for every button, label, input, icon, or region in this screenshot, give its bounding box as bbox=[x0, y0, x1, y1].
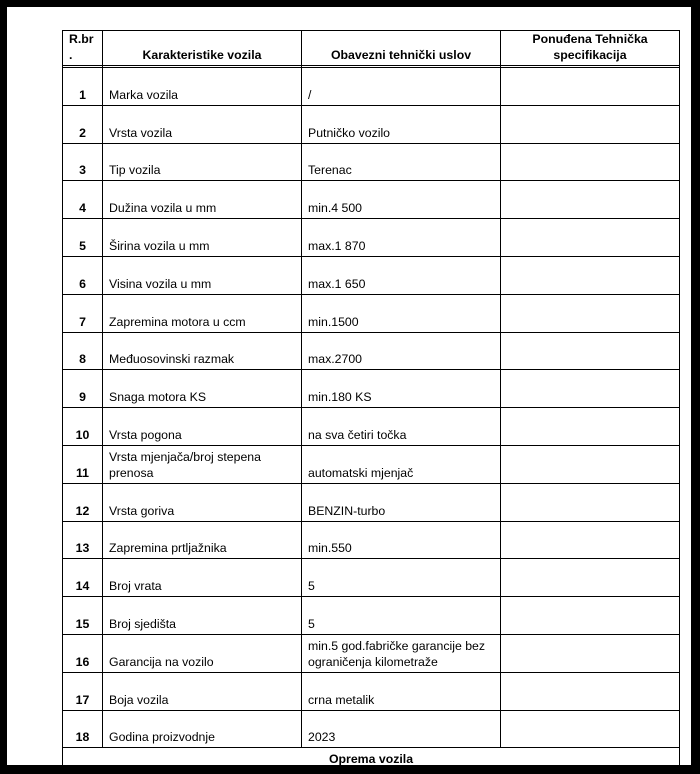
table-row bbox=[63, 672, 680, 710]
row-required-condition: min.180 KS bbox=[302, 370, 501, 408]
row-required-condition: max.1 870 bbox=[302, 219, 501, 257]
table-row bbox=[63, 370, 680, 408]
row-number: 7 bbox=[63, 294, 103, 332]
row-feature: Godina proizvodnje bbox=[103, 710, 302, 748]
row-number: 6 bbox=[63, 256, 103, 294]
row-number: 9 bbox=[63, 370, 103, 408]
row-number: 18 bbox=[63, 710, 103, 748]
row-required-condition: / bbox=[302, 68, 501, 106]
row-required-condition: na sva četiri točka bbox=[302, 408, 501, 446]
row-offered-spec[interactable] bbox=[501, 483, 680, 521]
row-number: 4 bbox=[63, 181, 103, 219]
row-offered-spec[interactable] bbox=[501, 445, 680, 483]
header-characteristics: Karakteristike vozila bbox=[103, 31, 302, 66]
row-number: 15 bbox=[63, 597, 103, 635]
table-row bbox=[63, 143, 680, 181]
row-required-condition: Putničko vozilo bbox=[302, 105, 501, 143]
row-offered-spec[interactable] bbox=[501, 408, 680, 446]
table-row bbox=[63, 521, 680, 559]
row-number: 13 bbox=[63, 521, 103, 559]
table-row bbox=[63, 597, 680, 635]
row-offered-spec[interactable] bbox=[501, 143, 680, 181]
row-number: 2 bbox=[63, 105, 103, 143]
row-number: 3 bbox=[63, 143, 103, 181]
row-feature: Tip vozila bbox=[103, 143, 302, 181]
row-required-condition: max.1 650 bbox=[302, 256, 501, 294]
row-required-condition: 5 bbox=[302, 597, 501, 635]
row-required-condition: automatski mjenjač bbox=[302, 445, 501, 483]
row-required-condition: BENZIN-turbo bbox=[302, 483, 501, 521]
row-feature: Marka vozila bbox=[103, 68, 302, 106]
row-offered-spec[interactable] bbox=[501, 256, 680, 294]
row-required-condition: min.4 500 bbox=[302, 181, 501, 219]
footer-equipment-label: Oprema vozila bbox=[63, 748, 680, 770]
table-header-row bbox=[63, 31, 680, 66]
vehicle-spec-table bbox=[62, 30, 680, 770]
table-row bbox=[63, 105, 680, 143]
row-offered-spec[interactable] bbox=[501, 710, 680, 748]
row-offered-spec[interactable] bbox=[501, 559, 680, 597]
row-feature: Garancija na vozilo bbox=[103, 634, 302, 672]
row-required-condition: max.2700 bbox=[302, 332, 501, 370]
row-required-condition: min.1500 bbox=[302, 294, 501, 332]
row-feature: Broj vrata bbox=[103, 559, 302, 597]
row-number: 17 bbox=[63, 672, 103, 710]
row-feature: Vrsta goriva bbox=[103, 483, 302, 521]
table-row bbox=[63, 256, 680, 294]
table-row bbox=[63, 483, 680, 521]
row-feature: Vrsta pogona bbox=[103, 408, 302, 446]
row-offered-spec[interactable] bbox=[501, 634, 680, 672]
table-body bbox=[63, 66, 680, 748]
row-required-condition: 5 bbox=[302, 559, 501, 597]
header-required-condition: Obavezni tehnički uslov bbox=[302, 31, 501, 66]
row-feature: Širina vozila u mm bbox=[103, 219, 302, 257]
row-offered-spec[interactable] bbox=[501, 294, 680, 332]
row-number: 16 bbox=[63, 634, 103, 672]
table-row bbox=[63, 219, 680, 257]
row-offered-spec[interactable] bbox=[501, 68, 680, 106]
table-row bbox=[63, 445, 680, 483]
row-offered-spec[interactable] bbox=[501, 181, 680, 219]
row-offered-spec[interactable] bbox=[501, 219, 680, 257]
row-feature: Broj sjedišta bbox=[103, 597, 302, 635]
row-required-condition: min.550 bbox=[302, 521, 501, 559]
row-feature: Boja vozila bbox=[103, 672, 302, 710]
row-required-condition: crna metalik bbox=[302, 672, 501, 710]
table-row bbox=[63, 68, 680, 106]
row-offered-spec[interactable] bbox=[501, 105, 680, 143]
row-offered-spec[interactable] bbox=[501, 521, 680, 559]
row-number: 14 bbox=[63, 559, 103, 597]
row-number: 12 bbox=[63, 483, 103, 521]
row-number: 8 bbox=[63, 332, 103, 370]
row-feature: Vrsta vozila bbox=[103, 105, 302, 143]
header-number: R.br . bbox=[63, 31, 103, 66]
header-offered-spec: Ponuđena Tehnička specifikacija bbox=[501, 31, 680, 66]
row-offered-spec[interactable] bbox=[501, 597, 680, 635]
row-required-condition: 2023 bbox=[302, 710, 501, 748]
table-row bbox=[63, 294, 680, 332]
table-row bbox=[63, 710, 680, 748]
row-required-condition: min.5 god.fabričke garancije bez ograničenja kilometraže bbox=[302, 634, 501, 672]
row-offered-spec[interactable] bbox=[501, 370, 680, 408]
row-feature: Snaga motora KS bbox=[103, 370, 302, 408]
table-row bbox=[63, 408, 680, 446]
row-offered-spec[interactable] bbox=[501, 332, 680, 370]
row-feature: Vrsta mjenjača/broj stepena prenosa bbox=[103, 445, 302, 483]
row-feature: Visina vozila u mm bbox=[103, 256, 302, 294]
table-row bbox=[63, 181, 680, 219]
table-row bbox=[63, 634, 680, 672]
table-row bbox=[63, 332, 680, 370]
row-number: 11 bbox=[63, 445, 103, 483]
row-feature: Dužina vozila u mm bbox=[103, 181, 302, 219]
row-number: 5 bbox=[63, 219, 103, 257]
row-feature: Međuosovinski razmak bbox=[103, 332, 302, 370]
row-number: 10 bbox=[63, 408, 103, 446]
row-feature: Zapremina motora u ccm bbox=[103, 294, 302, 332]
table-footer-row bbox=[63, 748, 680, 770]
row-feature: Zapremina prtljažnika bbox=[103, 521, 302, 559]
row-required-condition: Terenac bbox=[302, 143, 501, 181]
row-number: 1 bbox=[63, 68, 103, 106]
row-offered-spec[interactable] bbox=[501, 672, 680, 710]
table-row bbox=[63, 559, 680, 597]
